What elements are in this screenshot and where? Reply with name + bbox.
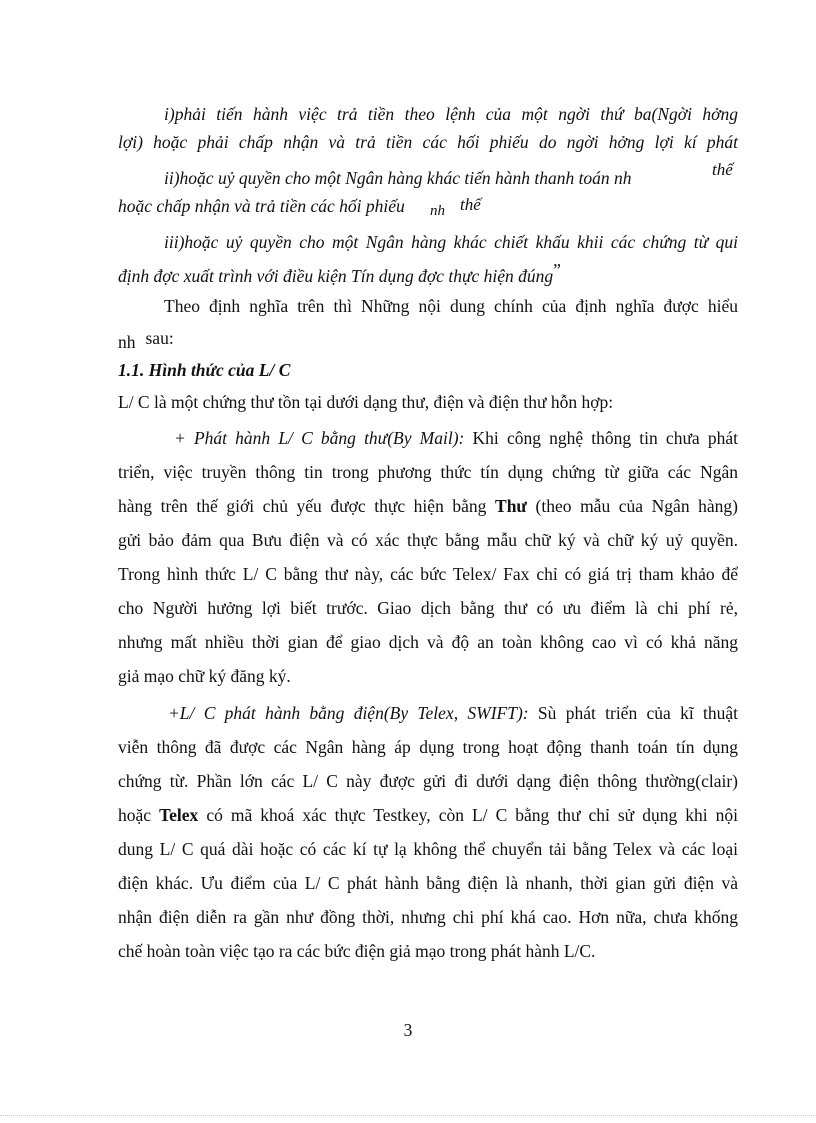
mail-line-7: nhưng mất nhiều thời gian để giao dịch và độ an toàn không cao vì có khả năng [118,632,738,652]
quote-item-ii-line-2: hoặc chấp nhận và trả tiền các hối phiếu [118,196,405,216]
quote-item-i-line-2: lợi) hoặc phải chấp nhận và trả tiền các hối phiếu do ngời hởng lợi kí phát [118,132,738,152]
page-number: 3 [403,1020,413,1040]
quote-item-iii-line-2 [118,258,738,288]
telex-line-4-pre: hoặc [118,805,160,825]
quote-item-ii-subscript-nh: nh [430,203,445,219]
quote-item-ii-subscript-the: thế [460,195,481,214]
telex-line-4-post: có mã khoá xác thực Testkey, còn L/ C bằng thư chỉ sử dụng khi nội [198,805,738,825]
quote-item-iii-line-1: iii)hoặc uỷ quyền cho một Ngân hàng khác chiết khấu khii các chứng từ qui [164,232,738,252]
mail-lead: + Phát hành L/ C bằng thư(By Mail): [174,428,465,448]
intro-line-2 [118,326,738,350]
mail-line-6: cho Người hưởng lợi biết trước. Giao dịch bằng thư có ưu điểm là chi phí rẻ, [118,598,738,618]
section-intro-line: L/ C là một chứng thư tồn tại dưới dạng thư, điện và điện thư hỗn hợp: [118,392,614,412]
telex-line-3: chứng từ. Phần lớn các L/ C này được gửi đi dưới dạng điện thông thường(clair) [118,771,738,791]
quote-item-iii-text: định đợc xuất trình với điều kiện Tín dụng đợc thực hiện đúng [118,266,554,286]
telex-line-6: điện khác. Ưu điểm của L/ C phát hành bằng điện là nhanh, thời gian gửi điện và [118,873,738,893]
quote-item-ii-line-1: ii)hoặc uỷ quyền cho một Ngân hàng khác tiến hành thanh toán nh [164,168,632,188]
quote-item-ii-superscript: thế [712,160,733,179]
mail-line-1 [118,426,738,450]
page-bottom-divider [0,1115,816,1116]
telex-line-4-bold: Telex [159,805,199,825]
mail-line-4: gửi bảo đảm qua Bưu điện và có xác thực bằng mẫu chữ ký và chữ ký uỷ quyền. [118,530,738,550]
telex-line-7: nhận điện diễn ra gần như đồng thời, nhưng chi phí khá cao. Hơn nữa, chưa khống [118,907,738,927]
intro-nh: nh [118,332,136,352]
section-heading: 1.1. Hình thức của L/ C [118,360,291,380]
closing-quote-mark: ” [553,260,561,280]
telex-lead: +L/ C phát hành bằng điện(By Telex, SWIFT): [168,703,529,723]
mail-line-8: giả mạo chữ ký đăng ký. [118,666,291,686]
mail-line-3-post: (theo mẫu của Ngân hàng) [526,496,738,516]
telex-line-2: viễn thông đã được các Ngân hàng áp dụng trong hoạt động thanh toán tín dụng [118,737,738,757]
intro-sau: sau: [145,328,174,348]
telex-line-1-rest: Sù phát triển của kĩ thuật [528,703,738,723]
mail-line-1-rest: Khi công nghệ thông tin chưa phát [464,428,738,448]
mail-line-2: triển, việc truyền thông tin trong phương thức tín dụng chứng từ giữa các Ngân [118,462,738,482]
mail-line-3-bold: Thư [495,496,527,516]
telex-line-4 [118,803,738,827]
mail-line-5: Trong hình thức L/ C bằng thư này, các bức Telex/ Fax chỉ có giá trị tham khảo để [118,564,738,584]
telex-line-5: dung L/ C quá dài hoặc có các kí tự lạ không thể chuyển tải bằng Telex và các loại [118,839,738,859]
mail-line-3-pre: hàng trên thế giới chủ yếu được thực hiện bằng [118,496,496,516]
mail-line-3 [118,494,738,518]
telex-line-8: chế hoàn toàn việc tạo ra các bức điện giả mạo trong phát hành L/C. [118,941,596,961]
intro-line-1: Theo định nghĩa trên thì Những nội dung chính của định nghĩa được hiểu [164,296,738,316]
telex-line-1 [118,701,738,725]
quote-item-i-line-1: i)phải tiến hành việc trả tiền theo lệnh của một ngời thứ ba(Ngời hởng [164,104,738,124]
